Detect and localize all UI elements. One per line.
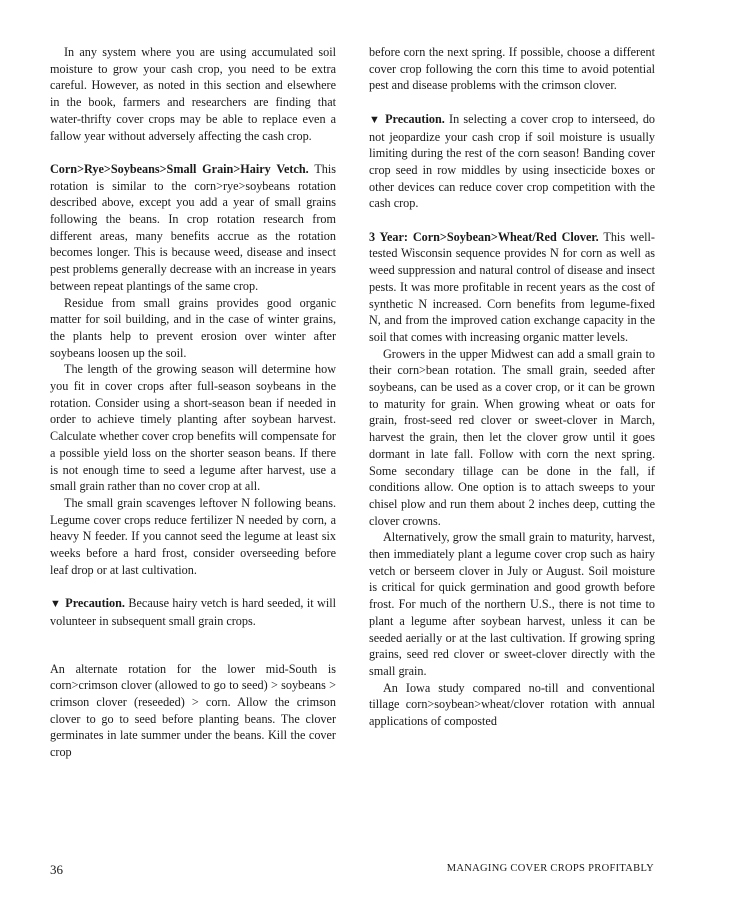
paragraph-alternatively: Alternatively, grow the small grain to maturity, harvest, then immediately plant a legume cover crop such as hairy vetch or berseem clover in July or August. Soil moisture is critical for quick germination and good growth before frost. For much of the northern U.S., there is not time to plant a legume after soybean harvest, unless it can be seeded aerially or at the last cultivation. If growing spring grains, seed red clover or sweet-clover directly with the small grain.: [369, 530, 655, 678]
precaution-body: Because hairy vetch is hard seeded, it will volunteer in subsequent small grain crops.: [50, 596, 337, 628]
paragraph-continued: before corn the next spring. If possible, choose a different cover crop following the corn this time to avoid potential pest and disease problems with the crimson clover.: [369, 45, 655, 93]
triangle-marker-icon: ▼: [369, 113, 382, 126]
precaution-heading: Precaution.: [385, 111, 445, 126]
paragraph-precaution-interseed: [369, 111, 655, 212]
rotation-heading: 3 Year: Corn>Soybean>Wheat/Red Clover.: [369, 229, 599, 244]
paragraph-precaution-vetch: [50, 595, 336, 629]
paragraph-three-year-rotation: [369, 229, 655, 346]
rotation-body: This well-tested Wisconsin sequence provides N for corn as well as weed suppression and natural control of disease and insect pests. It was more profitable in recent years as the cost of synthetic N increased. Corn benefits from legume-fixed N, and from the improved cation exchange capacity in the soil that comes with increasing organic matter levels.: [369, 229, 655, 344]
page-footer: [50, 862, 654, 880]
paragraph-growing-season: The length of the growing season will determine how you fit in cover crops after full-season soybeans in the rotation. Consider using a short-season bean if needed in order to achieve timely planting after soybean harvest. Calculate whether cover crop benefits will compensate for a possible yield loss on the shorter season beans. If there is not enough time to seed a legume after harvest, use a small grain rather than no cover crop at all.: [50, 362, 336, 494]
rotation-body: This rotation is similar to the corn>rye>soybeans rotation described above, except you add a year of small grains following the beans. In crop rotation research from different areas, many benefits accrue as the rotation becomes longer. This is because weed, disease and insect pest problems generally decrease with an increase in years between repeat plantings of the same crop.: [50, 161, 337, 293]
paragraph-residue: Residue from small grains provides good organic matter for soil building, and in the case of winter grains, the plants help to prevent erosion over winter after soybeans loosen up the soil.: [50, 295, 336, 360]
paragraph-upper-midwest: Growers in the upper Midwest can add a small grain to their corn>bean rotation. The small grain, seeded after soybeans, can be used as a cover crop, or it can be grown to maturity for grain. When growing wheat or oats for grain, frost-seed red clover or sweet-clover in March, harvest the grain, then let the clover grow until it goes dormant in late fall. Follow with corn the next spring. Some secondary tillage can be done in the fall, if conditions allow. One option is to attach sweeps to your chisel plow and run them about 2 inches deep, cutting the clover crowns.: [369, 346, 655, 528]
triangle-marker-icon: ▼: [50, 598, 62, 611]
page-number: 36: [50, 862, 63, 877]
precaution-heading: Precaution.: [65, 596, 125, 611]
paragraph-iowa-study: An Iowa study compared no-till and conventional tillage corn>soybean>wheat/clover rotation with annual applications of composted: [369, 680, 655, 729]
paragraph-rotation-hairy-vetch: [50, 161, 336, 295]
running-title: MANAGING COVER CROPS PROFITABLY: [446, 863, 654, 874]
rotation-heading: Corn>Rye>Soybeans>Small Grain>Hairy Vetch.: [50, 161, 309, 176]
paragraph-alternate-rotation: An alternate rotation for the lower mid-South is corn>crimson clover (allowed to go to seed) > soybeans > crimson clover (reseeded) > corn. Allow the crimson clover to go to seed before planting beans. The clover germinates in late summer under the beans. Kill the cover crop: [50, 661, 336, 760]
paragraph-scavenge: The small grain scavenges leftover N following beans. Legume cover crops reduce fertilizer N needed by corn, a heavy N feeder. If you cannot seed the legume at least six weeks before a hard frost, consider overseeding before leaf drop or at last cultivation.: [50, 495, 336, 577]
precaution-body: In selecting a cover crop to interseed, do not jeopardize your cash crop if soil moisture is usually limiting during the rest of the corn season! Banding cover crop seed in row middles by using insecticide boxes or other devices can reduce cover crop competition with the cash crop.: [369, 111, 656, 211]
paragraph-intro: In any system where you are using accumulated soil moisture to grow your cash crop, you need to be extra careful. However, as noted in this section and elsewhere in the book, farmers and researchers are finding that water-thrifty cover crops may be able to replace even a fallow year without adversely affecting the cash crop.: [50, 45, 336, 143]
left-column: [50, 44, 336, 761]
right-column: [369, 44, 655, 730]
